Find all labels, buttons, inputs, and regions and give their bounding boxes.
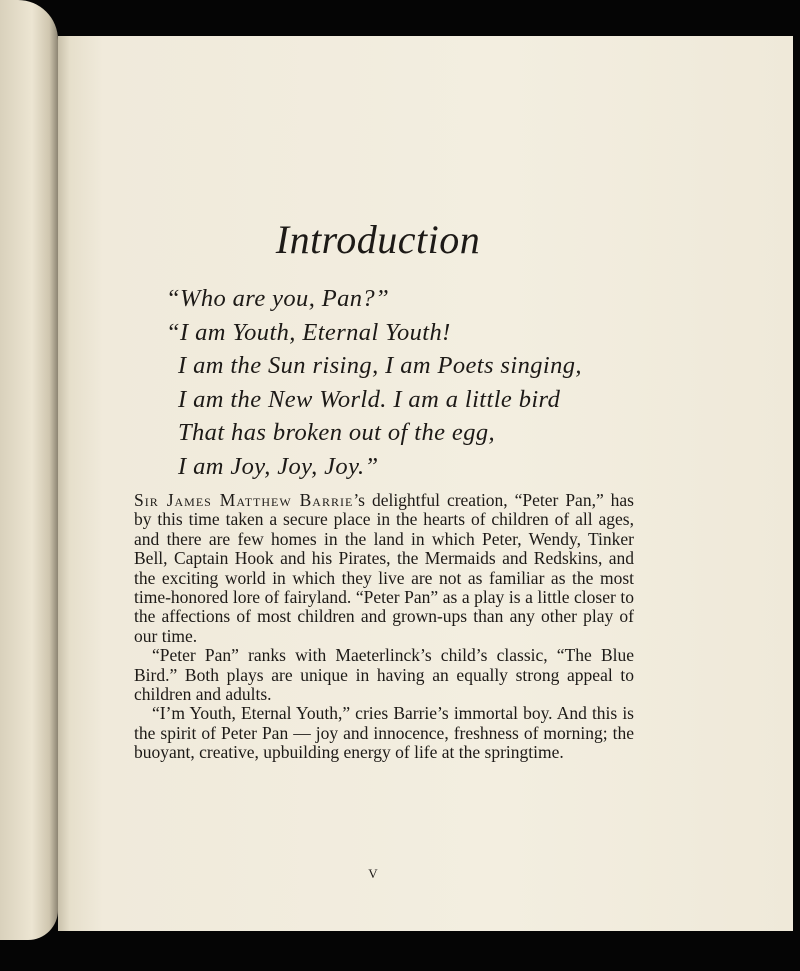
verse-line: That has broken out of the egg,: [178, 419, 496, 446]
paragraph: “Peter Pan” ranks with Maeterlinck’s child’s classic, “The Blue Bird.” Both plays are unique in having an equally strong appeal to children and adults.: [134, 645, 634, 705]
page-number: v: [368, 862, 378, 882]
paragraph: “I’m Youth, Eternal Youth,” cries Barrie’s immortal boy. And this is the spirit of Peter Pan — joy and innocence, freshness of morning; the buoyant, creative, upbuilding energy of life at the springtime.: [134, 703, 634, 763]
author-name-smallcaps: Sir James Matthew Barrie: [134, 490, 354, 510]
epigraph-verse: [166, 282, 726, 483]
verse-line: “Who are you, Pan?”: [166, 285, 390, 312]
introduction-body: [134, 491, 634, 763]
verse-line: I am the Sun rising, I am Poets singing,: [178, 352, 582, 379]
paragraph-text: ’s delightful creation, “Peter Pan,” has by this time taken a secure place in the hearts of children of all ages, and there are few homes in the land in which Peter, Wendy, Tinker Bell, Captain Hook and his Pirates, the Mermaids and Redskins, and the exciting world in which they live are not as familiar as the most time-honored lore of fairyland. “Peter Pan” as a play is a little closer to the affections of most children and grown-ups than any other play of our time.: [134, 490, 634, 646]
paragraph: [134, 491, 634, 646]
verse-line: “I am Youth, Eternal Youth!: [166, 318, 451, 346]
verse-line: I am the New World. I am a little bird: [178, 385, 561, 413]
facing-page-edge: [0, 0, 58, 940]
verse-line: I am Joy, Joy, Joy.”: [178, 452, 379, 480]
book-page: [58, 36, 793, 931]
page-title: Introduction: [275, 217, 481, 262]
